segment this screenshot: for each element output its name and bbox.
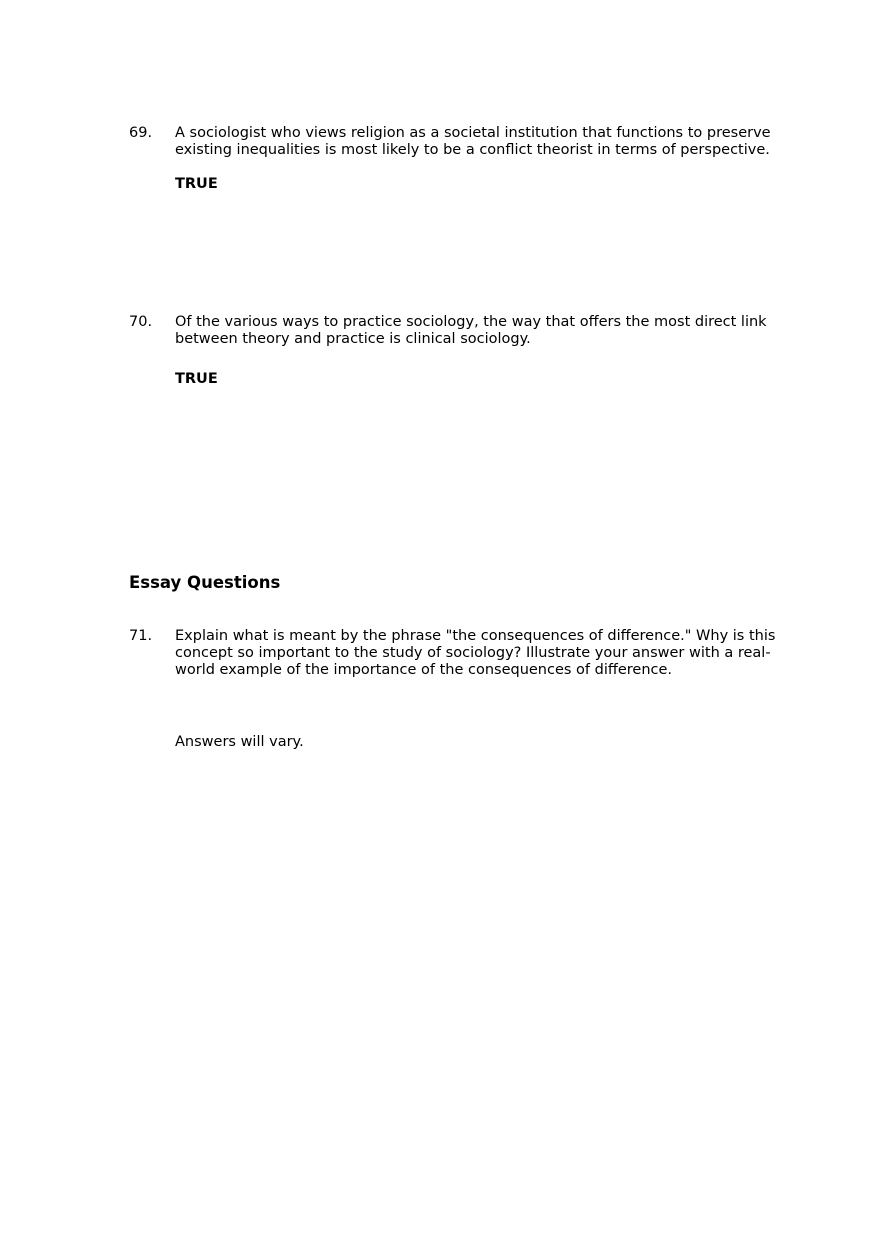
answer-70: TRUE xyxy=(175,371,218,387)
question-text: Explain what is meant by the phrase "the consequences of difference." Why is this concept so important to the study of sociology? Illustrate your answer with a real-world example of the importance of the consequences of difference. xyxy=(175,628,776,678)
answer-71: Answers will vary. xyxy=(175,734,304,750)
question-71 xyxy=(129,628,789,679)
question-69 xyxy=(129,125,789,159)
question-70 xyxy=(129,314,789,348)
question-number: 69. xyxy=(129,125,153,141)
question-number: 70. xyxy=(129,314,153,330)
question-text: Of the various ways to practice sociology, the way that offers the most direct link between theory and practice is clinical sociology. xyxy=(175,314,767,347)
question-number: 71. xyxy=(129,628,153,644)
answer-69: TRUE xyxy=(175,176,218,192)
section-heading-essay: Essay Questions xyxy=(129,573,281,592)
question-text: A sociologist who views religion as a societal institution that functions to preserve existing inequalities is most likely to be a conflict theorist in terms of perspective. xyxy=(175,125,771,158)
